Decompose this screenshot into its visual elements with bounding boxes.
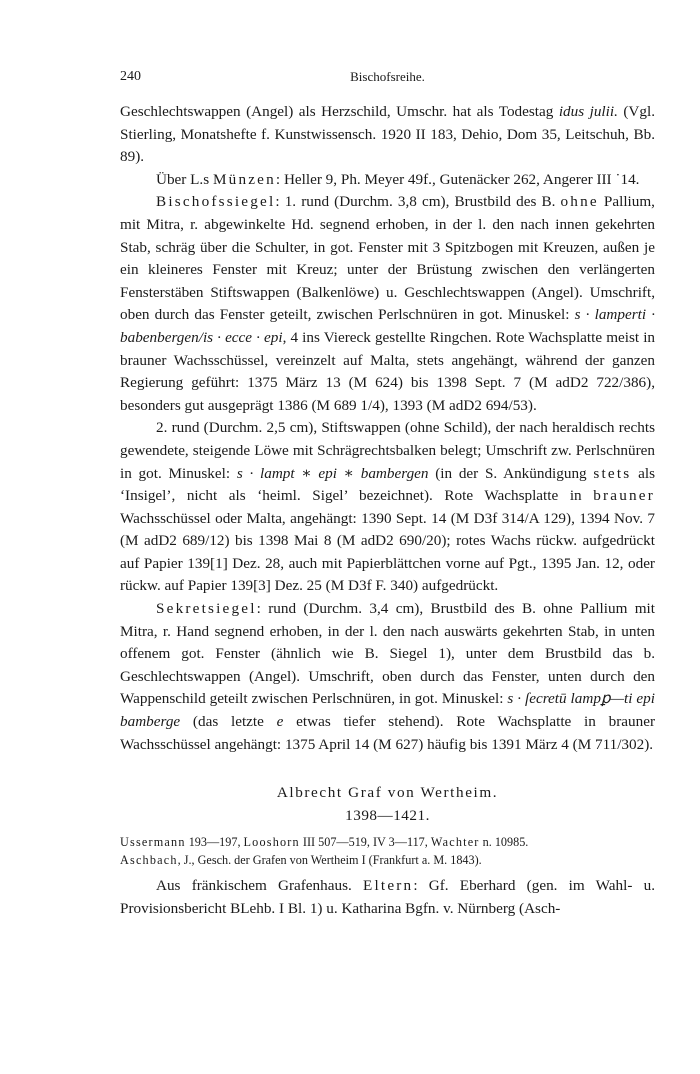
paragraph-origin: Aus fränkischem Grafenhaus. Eltern: Gf. Eberhard (gen. im Wahl- u. Provisionsbericht BLehb. I Bl. 1) u. Katharina Bgfn. v. Nürnberg (Asch-	[120, 877, 655, 917]
page-number: 240	[120, 69, 141, 84]
running-title: Bischofsreihe.	[350, 69, 425, 84]
document-page	[120, 66, 655, 921]
paragraph-secret-seal: Sekretsiegel: rund (Durchm. 3,4 cm), Brustbild des B. ohne Pallium mit Mitra, r. Hand segnend erhoben, in der l. den nach auswärts gekehrten Stab, in unten offenem got. Fenster (ähnlich wie B. Siegel 1), unter dem Brustbild das b. Geschlechtswappen (Angel). Umschrift, oben durch das Fenster, unten durch den Wappenschild geteilt zwischen Perlschnüren, in got. Minuskel: s · ſecretū lampꝑ—ti epi bamberge (das letzte e etwas tiefer stehend). Rote Wachsplatte in brauner Wachsschüssel angehängt: 1375 April 14 (M 627) häufig bis 1391 März 4 (M 711/302).	[120, 600, 655, 753]
spaced-term-brauner: brauner	[593, 487, 655, 505]
seal-inscription-2: s · lampt ∗ epi ∗ bambergen	[236, 464, 429, 482]
bibliography-line: Ussermann 193—197, Looshorn III 507—519, IV 3—117, Wachter n. 10985.	[120, 835, 529, 850]
seal-inscription-1: s · lamperti · babenbergen/is · ecce · epi	[120, 306, 655, 346]
paragraph-continuation: Geschlechtswappen (Angel) als Herzschild, Umschr. hat als Todestag idus julii. (Vgl. Stierling, Monatshefte f. Kunstwissensch. 1920 II 183, Dehio, Dom 35, Leitschuh, Bb. 89).	[120, 103, 655, 166]
spaced-term-bishop-seal: Bischofssiegel	[156, 193, 276, 211]
section-years: 1398—1421.	[345, 806, 430, 824]
spaced-term-eltern: Eltern	[363, 877, 414, 895]
paragraph-coins: Über L.s Münzen: Heller 9, Ph. Meyer 49f., Gutenäcker 262, Angerer III ˙14.	[156, 170, 640, 188]
spaced-term-secret-seal: Sekretsiegel	[156, 600, 257, 618]
seal-inscription-3: s · ſecretū lampꝑ—ti epi bamberge	[120, 690, 655, 731]
paragraph-seal-2: 2. rund (Durchm. 2,5 cm), Stiftswappen (ohne Schild), der nach heraldisch rechts gewendete, steigende Löwe mit Schrägrechtsbalken belegt; Umschrift zw. Perlschnüren in got. Minuskel: s · lampt ∗ epi ∗ bambergen (in der S. Ankündigung stets als ‘Insigel’, nicht als ‘heiml. Sigel’ bezeichnet). Rote Wachsplatte in brauner Wachsschüssel oder Malta, angehängt: 1390 Sept. 14 (M D3f 314/A 129), 1394 Nov. 7 (M adD2 689/12) bis 1398 Mai 8 (M adD2 690/20); rotes Wachs rückw. aufgedrückt auf Papier 139[1] Dez. 28, auch mit Papierblättchen vorne auf Pgt., 1395 Jan. 12, oder rückw. auf Papier 139[3] Dez. 25 (M D3f F. 340) aufgedrückt.	[120, 419, 655, 595]
spaced-term-stets: stets	[593, 464, 632, 482]
paragraph-bishop-seal: Bischofssiegel: 1. rund (Durchm. 3,8 cm), Brustbild des B. ohne Pallium, mit Mitra, r. abgewinkelte Hd. segnend erhoben, in der l. den nach innen gekehrten Stab, schräg über die Schulter, in got. Fenster mit 3 Spitzbogen mit Kreuzen, außen je ein kleineres Fenster mit Kreuz; unter der Brüstung zwischen den verlängerten Fensterstäben Stiftswappen (Balkenlöwe) u. Geschlechtswappen (Angel). Umschrift, oben durch das Fenster geteilt, zwischen Perlschnüren in got. Minuskel: s · lamperti · babenbergen/is · ecce · epi, 4 ins Viereck gestellte Ringchen. Rote Wachsplatte meist in brauner Wachsschüssel, vereinzelt auf Malta, stets angehängt, während der ganzen Regierung geführt: 1375 März 13 (M 624) bis 1398 Sept. 7 (M adD2 722/386), besonders gut ausgeprägt 1386 (M 689 1/4), 1393 (M adD2 694/53).	[120, 193, 656, 414]
spaced-term-ohne: ohne	[560, 193, 599, 211]
bibliography	[120, 833, 655, 869]
italic-date: idus julii.	[558, 103, 618, 120]
page-header	[120, 66, 655, 88]
bibliography-line: Aschbach, J., Gesch. der Grafen von Wertheim I (Frankfurt a. M. 1843).	[120, 853, 482, 868]
spaced-term-coins: Münzen	[212, 170, 276, 188]
section-heading: Albrecht Graf von Wertheim.	[276, 784, 499, 802]
